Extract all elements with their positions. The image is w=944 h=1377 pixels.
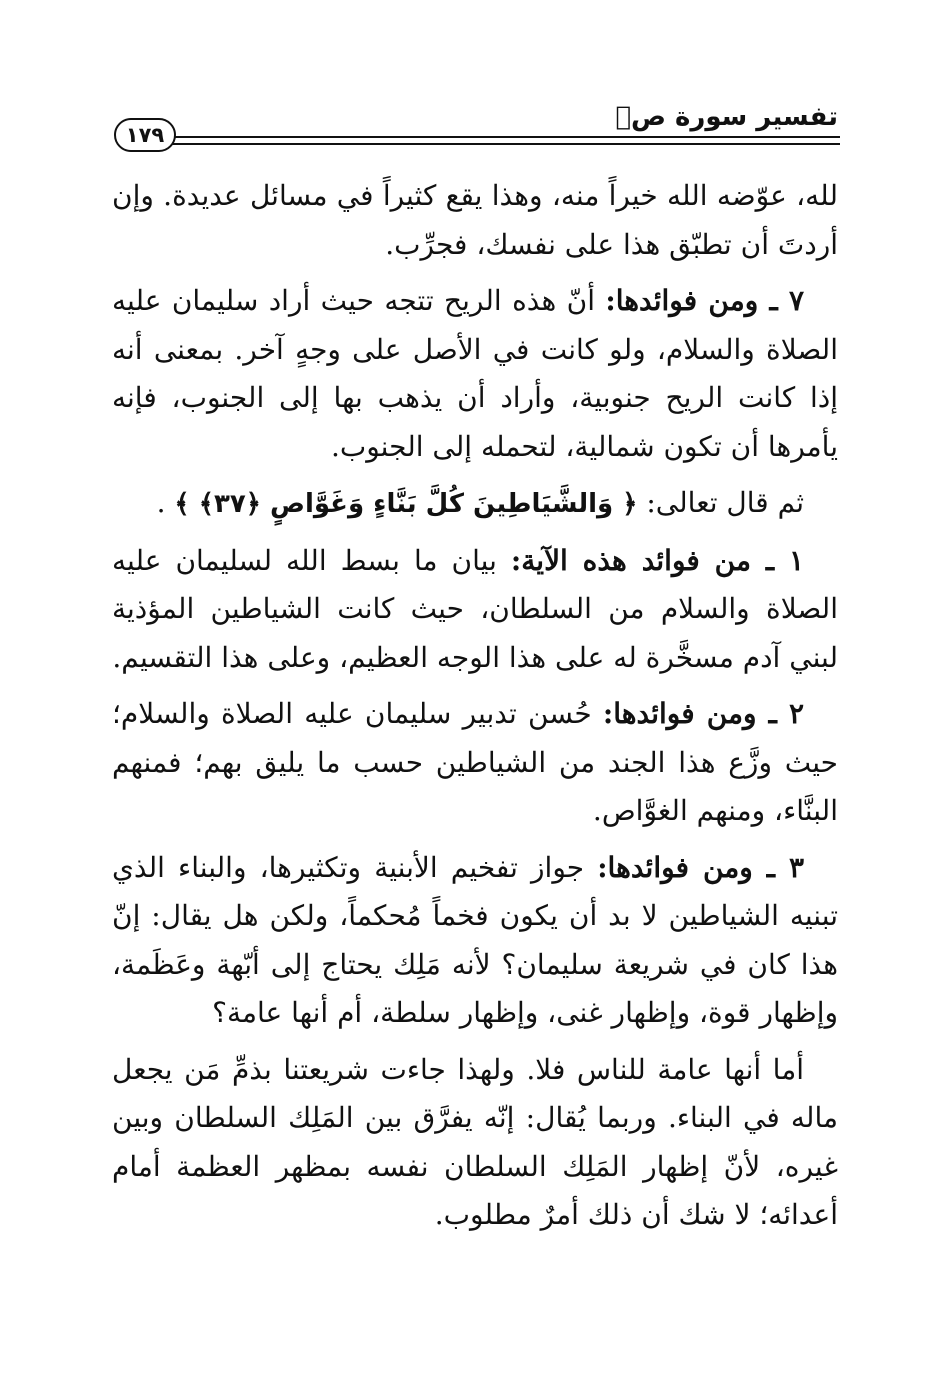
paragraph	[112, 1046, 838, 1240]
quran-verse: ﴿ وَالشَّيَاطِينَ كُلَّ بَنَّاءٍ وَغَوَّاصٍ ﴿٣٧﴾ ﴾	[174, 489, 638, 519]
benefit-heading: ٣ ـ ومن فوائدها:	[597, 850, 804, 884]
paragraph	[112, 690, 838, 836]
paragraph-text: أنّ هذه الريح تتجه حيث أراد سليمان عليه الصلاة والسلام، ولو كانت في الأصل على وجهٍ آخر. بمعنى أنه إذا كانت الريح جنوبية، وأراد أن يذهب بها إلى الجنوب، فإنه يأمرها أن تكون شمالية، لتحمله إلى الجنوب.	[112, 284, 838, 463]
paragraph-text: لله، عوّضه الله خيراً منه، وهذا يقع كثيراً في مسائل عديدة. وإن أردتَ أن تطبّق هذا على نفسك، فجرِّب.	[112, 179, 838, 261]
paragraph-text: بيان ما بسط الله لسليمان عليه الصلاة والسلام من السلطان، حيث كانت الشياطين المؤذية لبني آدم مسخَّرة له على هذا الوجه العظيم، وعلى هذا التقسيم.	[112, 543, 838, 674]
benefit-heading: ٧ ـ ومن فوائدها:	[605, 284, 804, 317]
running-title: تفسير سورة صۤ	[615, 102, 838, 132]
paragraph-text: حُسن تدبير سليمان عليه الصلاة والسلام؛ حيث وزَّع هذا الجند من الشياطين حسب ما يليق بهم؛ فمنهم البنَّاء، ومنهم الغوَّاص.	[112, 697, 838, 827]
header-rule-bottom	[168, 143, 840, 145]
paragraph-tail: .	[156, 486, 175, 519]
paragraph-text: ثم قال تعالى:	[637, 486, 804, 519]
benefit-heading: ١ ـ من فوائد هذه الآية:	[510, 543, 804, 577]
paragraph-text: جواز تفخيم الأبنية وتكثيرها، والبناء الذي تبنيه الشياطين لا بد أن يكون فخماً مُحكماً، ولكن هل يقال: إنّ هذا كان في شريعة سليمان؟ لأنه مَلِك يحتاج إلى أبّهة وعَظَمة، وإظهار قوة، وإظهار غنى، وإظهار سلطة، أم أنها عامة؟	[112, 850, 838, 1029]
header-rule-top	[168, 136, 840, 138]
paragraph	[112, 479, 838, 529]
page-number: ١٧٩	[114, 118, 176, 152]
paragraph	[112, 537, 838, 683]
benefit-heading: ٢ ـ ومن فوائدها:	[602, 697, 804, 730]
page-body	[112, 172, 838, 1248]
paragraph	[112, 844, 838, 1038]
page-header	[112, 96, 838, 156]
paragraph-text: أما أنها عامة للناس فلا. ولهذا جاءت شريعتنا بذمِّ مَن يجعل ماله في البناء. وربما يُقال: إنّه يفرَّق بين المَلِك السلطان وبين غيره، لأنّ إظهار المَلِك السلطان نفسه بمظهر العظمة أمام أعدائه؛ لا شك أن ذلك أمرٌ مطلوب.	[112, 1052, 838, 1231]
paragraph	[112, 172, 838, 269]
paragraph	[112, 277, 838, 471]
